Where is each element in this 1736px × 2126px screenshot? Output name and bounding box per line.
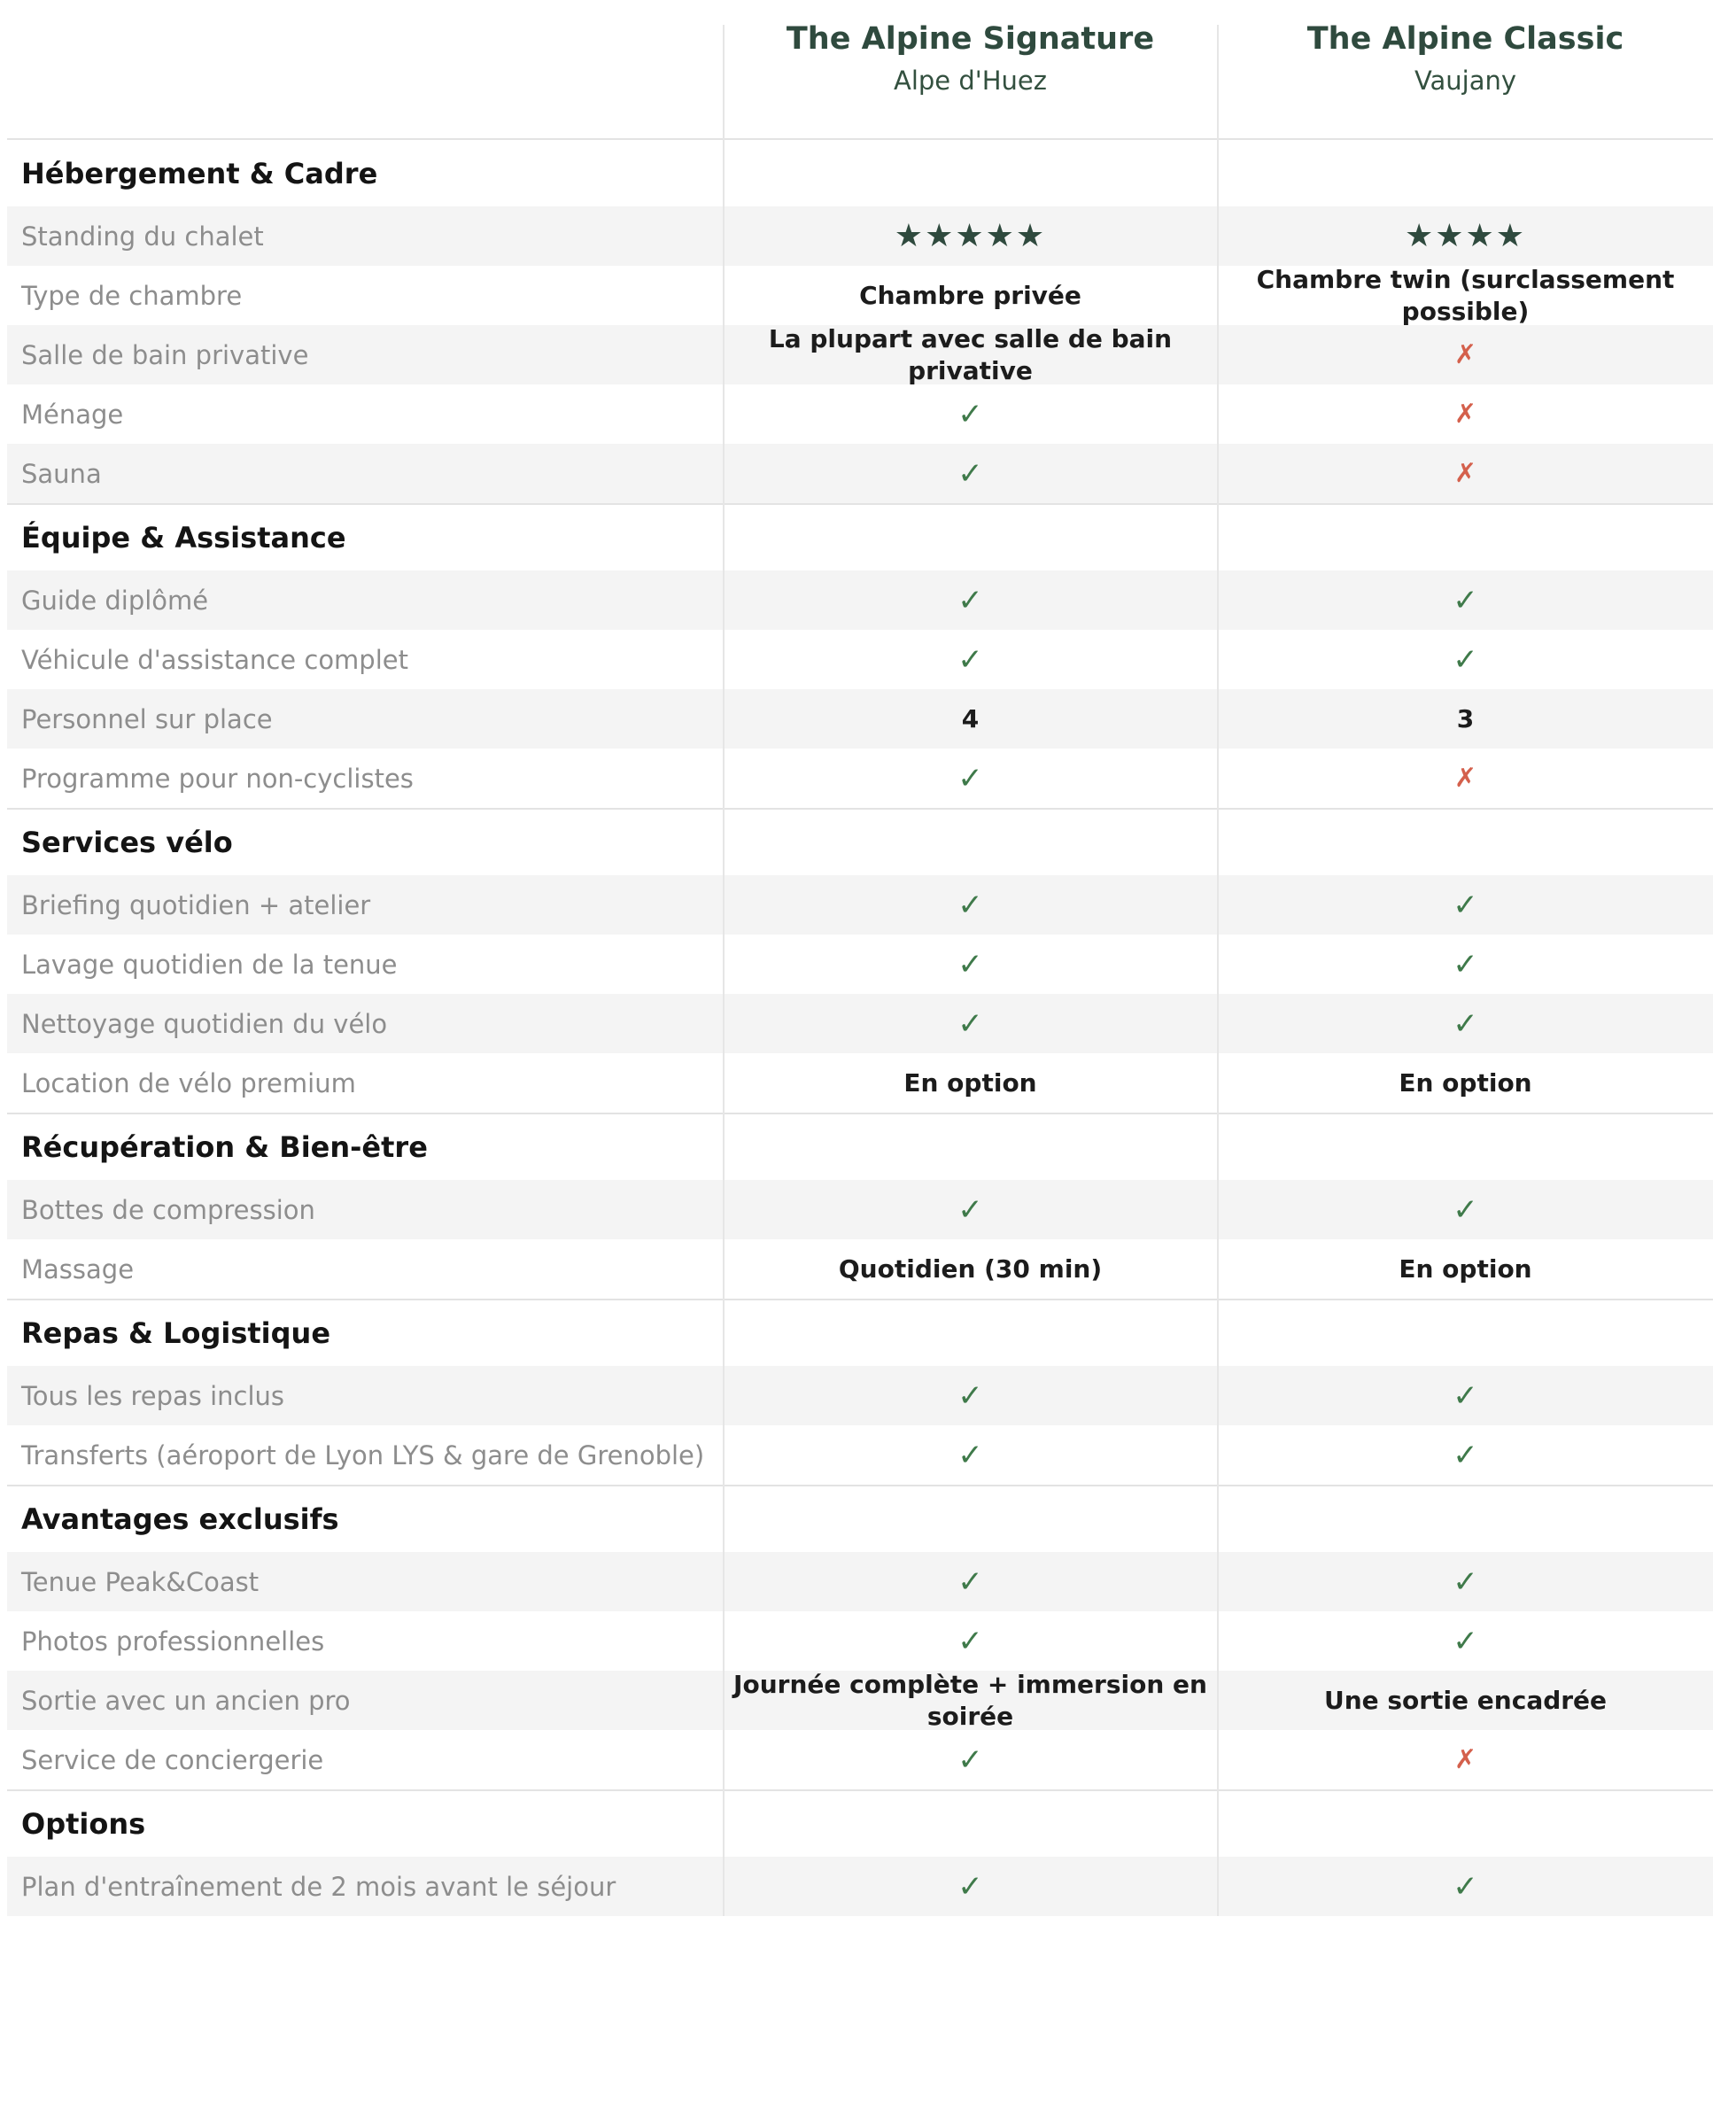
product-a-value: [724, 689, 1217, 749]
product-a-name: The Alpine Signature: [786, 21, 1155, 57]
row-label: Massage: [21, 1253, 135, 1284]
check-icon: ✓: [1453, 946, 1478, 982]
product-a-value: [724, 875, 1217, 935]
row-label: Tenue Peak&Coast: [21, 1566, 260, 1597]
column-divider: [723, 25, 725, 1916]
table-row: [7, 570, 1713, 630]
row-label: Tous les repas inclus: [21, 1380, 285, 1411]
product-a-value: [724, 206, 1217, 266]
product-b-value: [1218, 1857, 1713, 1916]
table-row: [7, 994, 1713, 1053]
check-icon: ✓: [957, 760, 983, 796]
product-b-value: [1218, 994, 1713, 1053]
star-icon: ★: [925, 217, 956, 254]
table-row: [7, 384, 1713, 444]
star-rating: [894, 217, 1047, 254]
row-label: Standing du chalet: [21, 221, 264, 252]
product-a-value: [724, 994, 1217, 1053]
check-icon: ✓: [957, 1437, 983, 1473]
section-title: Services vélo: [21, 826, 233, 859]
row-label: Sortie avec un ancien pro: [21, 1685, 351, 1716]
cell-value: Chambre privée: [859, 280, 1081, 310]
cross-icon: ✗: [1453, 762, 1477, 794]
section-divider: [7, 1789, 1713, 1791]
cross-icon: ✗: [1453, 398, 1477, 430]
product-a-value: [724, 1366, 1217, 1425]
table-row: [7, 749, 1713, 808]
star-icon: ★: [1495, 217, 1527, 254]
cell-value: 3: [1456, 703, 1475, 733]
table-row: [7, 206, 1713, 266]
table-row: [7, 1180, 1713, 1239]
section-title: Récupération & Bien-être: [21, 1130, 428, 1164]
product-b-value: [1218, 1425, 1713, 1485]
product-b-value: [1218, 266, 1713, 325]
product-a-value: [724, 1053, 1217, 1113]
cell-value: En option: [1399, 1067, 1532, 1098]
product-a-value: [724, 1611, 1217, 1671]
row-label: Personnel sur place: [21, 703, 273, 734]
product-a-value: [724, 266, 1217, 325]
cell-value: Quotidien (30 min): [838, 1253, 1103, 1284]
table-row: [7, 1239, 1713, 1299]
section-divider: [7, 1485, 1713, 1486]
check-icon: ✓: [957, 946, 983, 982]
table-row: [7, 1366, 1713, 1425]
section-title: Avantages exclusifs: [21, 1502, 339, 1536]
table-row: [7, 1552, 1713, 1611]
star-icon: ★: [1465, 217, 1496, 254]
star-icon: ★: [955, 217, 986, 254]
row-label: Location de vélo premium: [21, 1067, 356, 1098]
check-icon: ✓: [1453, 1437, 1478, 1473]
check-icon: ✓: [1453, 582, 1478, 618]
table-row: [7, 1053, 1713, 1113]
product-a-value: [724, 384, 1217, 444]
product-b-value: [1218, 875, 1713, 935]
product-a-value: [724, 444, 1217, 503]
product-b-value: [1218, 1053, 1713, 1113]
check-icon: ✓: [957, 1868, 983, 1905]
star-icon: ★: [985, 217, 1016, 254]
table-row: [7, 875, 1713, 935]
check-icon: ✓: [957, 1005, 983, 1042]
product-b-value: [1218, 570, 1713, 630]
check-icon: ✓: [1453, 1623, 1478, 1659]
check-icon: ✓: [1453, 641, 1478, 678]
product-a-value: [724, 570, 1217, 630]
product-b-value: [1218, 325, 1713, 384]
row-label: Sauna: [21, 458, 102, 489]
check-icon: ✓: [957, 455, 983, 492]
cell-value: Journée complète + immersion en soirée: [733, 1669, 1207, 1731]
check-icon: ✓: [1453, 887, 1478, 923]
product-b-value: [1218, 935, 1713, 994]
product-a-value: [724, 1425, 1217, 1485]
section-title: Repas & Logistique: [21, 1316, 331, 1350]
product-a-value: [724, 325, 1217, 384]
row-label: Ménage: [21, 399, 124, 430]
star-icon: ★: [1435, 217, 1466, 254]
product-a-value: [724, 1552, 1217, 1611]
row-label: Lavage quotidien de la tenue: [21, 949, 398, 980]
cell-value: 4: [961, 703, 980, 733]
cross-icon: ✗: [1453, 338, 1477, 370]
product-b-value: [1218, 1180, 1713, 1239]
product-b-value: [1218, 630, 1713, 689]
table-row: [7, 1857, 1713, 1916]
table-row: [7, 1425, 1713, 1485]
product-b-location: Vaujany: [1414, 66, 1517, 96]
row-label: Programme pour non-cyclistes: [21, 763, 414, 794]
check-icon: ✓: [1453, 1563, 1478, 1600]
section-divider: [7, 808, 1713, 810]
star-rating: [1404, 217, 1527, 254]
row-label: Briefing quotidien + atelier: [21, 889, 371, 920]
check-icon: ✓: [1453, 1377, 1478, 1414]
row-label: Photos professionnelles: [21, 1626, 325, 1657]
section-title: Hébergement & Cadre: [21, 157, 378, 190]
cross-icon: ✗: [1453, 1743, 1477, 1775]
row-label: Salle de bain privative: [21, 339, 309, 370]
table-row: [7, 630, 1713, 689]
table-row: [7, 444, 1713, 503]
row-label: Véhicule d'assistance complet: [21, 644, 408, 675]
product-b-value: [1218, 1730, 1713, 1789]
table-row: [7, 1671, 1713, 1730]
check-icon: ✓: [1453, 1868, 1478, 1905]
star-icon: ★: [1404, 217, 1436, 254]
row-label: Plan d'entraînement de 2 mois avant le séjour: [21, 1871, 616, 1902]
column-divider: [1217, 25, 1219, 1916]
cell-value: La plupart avec salle de bain privative: [768, 323, 1173, 385]
row-label: Type de chambre: [21, 280, 243, 311]
check-icon: ✓: [957, 887, 983, 923]
check-icon: ✓: [957, 1377, 983, 1414]
section-title: Équipe & Assistance: [21, 521, 346, 555]
row-label: Service de conciergerie: [21, 1744, 324, 1775]
product-a-value: [724, 1180, 1217, 1239]
check-icon: ✓: [957, 1623, 983, 1659]
check-icon: ✓: [957, 582, 983, 618]
row-label: Transferts (aéroport de Lyon LYS & gare de Grenoble): [21, 1439, 705, 1470]
product-a-value: [724, 935, 1217, 994]
section-divider: [7, 1113, 1713, 1114]
product-a-value: [724, 1730, 1217, 1789]
cell-value: Une sortie encadrée: [1323, 1685, 1608, 1715]
header-divider: [7, 138, 1713, 140]
star-icon: ★: [894, 217, 926, 254]
product-b-value: [1218, 1239, 1713, 1299]
table-row: [7, 1611, 1713, 1671]
product-b-value: [1218, 689, 1713, 749]
product-b-value: [1218, 749, 1713, 808]
row-label: Bottes de compression: [21, 1194, 315, 1225]
check-icon: ✓: [957, 1191, 983, 1228]
product-b-value: [1218, 1552, 1713, 1611]
check-icon: ✓: [957, 1563, 983, 1600]
product-b-name: The Alpine Classic: [1306, 21, 1624, 57]
section-title: Options: [21, 1807, 146, 1841]
table-row: [7, 1730, 1713, 1789]
product-b-value: [1218, 1611, 1713, 1671]
product-b-value: [1218, 444, 1713, 503]
product-a-value: [724, 1857, 1217, 1916]
row-label: Nettoyage quotidien du vélo: [21, 1008, 388, 1039]
table-row: [7, 266, 1713, 325]
table-row: [7, 325, 1713, 384]
cell-value: Chambre twin (surclassement possible): [1256, 264, 1675, 326]
product-b-value: [1218, 384, 1713, 444]
section-divider: [7, 503, 1713, 505]
check-icon: ✓: [957, 1742, 983, 1778]
cell-value: En option: [903, 1067, 1037, 1098]
cell-value: En option: [1399, 1253, 1532, 1284]
row-label: Guide diplômé: [21, 585, 209, 616]
check-icon: ✓: [957, 641, 983, 678]
product-a-value: [724, 749, 1217, 808]
product-a-location: Alpe d'Huez: [894, 66, 1047, 96]
section-divider: [7, 1299, 1713, 1300]
check-icon: ✓: [957, 396, 983, 432]
table-row: [7, 689, 1713, 749]
product-b-value: [1218, 206, 1713, 266]
product-a-value: [724, 1239, 1217, 1299]
product-a-value: [724, 1671, 1217, 1730]
product-b-value: [1218, 1366, 1713, 1425]
check-icon: ✓: [1453, 1191, 1478, 1228]
check-icon: ✓: [1453, 1005, 1478, 1042]
cross-icon: ✗: [1453, 457, 1477, 489]
table-row: [7, 935, 1713, 994]
product-b-value: [1218, 1671, 1713, 1730]
product-a-value: [724, 630, 1217, 689]
star-icon: ★: [1015, 217, 1047, 254]
